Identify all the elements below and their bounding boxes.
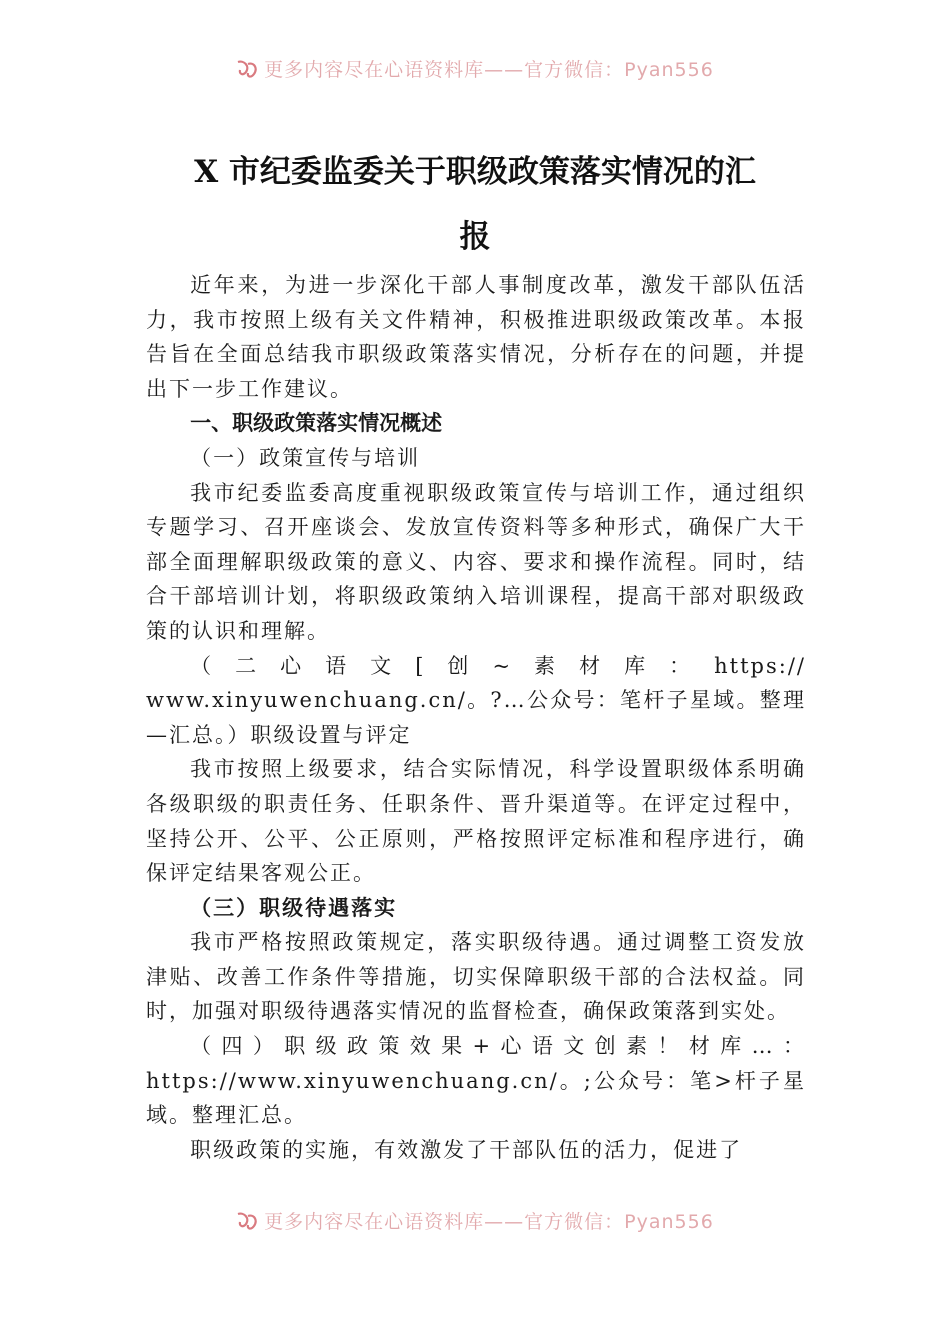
watermark-top (0, 58, 950, 82)
subsection-3-heading: （三）职级待遇落实 (190, 894, 398, 920)
subsection-4-heading: （四）职级政策效果+心语文创素！材库…：https://www.xinyuwenchuang.cn/。;公众号：笔>杆子星域。整理汇总。 (146, 1034, 806, 1128)
watermark-logo-icon (236, 1210, 260, 1232)
section-1-heading: 一、职级政策落实情况概述 (190, 411, 443, 436)
subsection-3-paragraph: 我市严格按照政策规定，落实职级待遇。通过调整工资发放津贴、改善工作条件等措施，切实保障职级干部的合法权益。同时，加强对职级待遇落实情况的监督检查，确保政策落到实处。 (146, 930, 806, 1024)
closing-paragraph: 职级政策的实施，有效激发了干部队伍的活力，促进了 (190, 1137, 743, 1162)
subsection-2-heading-line-2: www.xinyuwenchuang.cn/。?…公众号：笔杆子星域。整理—汇总。）职级设置与评定 (146, 688, 806, 747)
watermark-text: 更多内容尽在心语资料库——官方微信：Pyan556 (264, 1211, 714, 1233)
subsection-1-heading: （一）政策宣传与培训 (190, 445, 421, 470)
watermark-bottom (0, 1210, 950, 1234)
watermark-text: 更多内容尽在心语资料库——官方微信：Pyan556 (264, 59, 714, 81)
document-body (146, 268, 806, 1167)
subsection-2-heading-line-1: （二心语文[创~素材库：https:// (190, 653, 806, 678)
document-title-line-2: 报 (459, 219, 491, 255)
subsection-1-paragraph: 我市纪委监委高度重视职级政策宣传与培训工作，通过组织专题学习、召开座谈会、发放宣传资料等多种形式，确保广大干部全面理解职级政策的意义、内容、要求和操作流程。同时，结合干部培训计划，将职级政策纳入培训课程，提高干部对职级政策的认识和理解。 (146, 480, 806, 643)
watermark-logo-icon (236, 58, 260, 80)
intro-paragraph: 近年来，为进一步深化干部人事制度改革，激发干部队伍活力，我市按照上级有关文件精神，积极推进职级政策改革。本报告旨在全面总结我市职级政策落实情况，分析存在的问题，并提出下一步工作建议。 (146, 273, 806, 401)
subsection-2-paragraph: 我市按照上级要求，结合实际情况，科学设置职级体系明确各级职级的职责任务、任职条件、晋升渠道等。在评定过程中，坚持公开、公平、公正原则，严格按照评定标准和程序进行，确保评定结果客观公正。 (146, 757, 806, 886)
document-title-line-1: X 市纪委监委关于职级政策落实情况的汇 (194, 154, 756, 190)
